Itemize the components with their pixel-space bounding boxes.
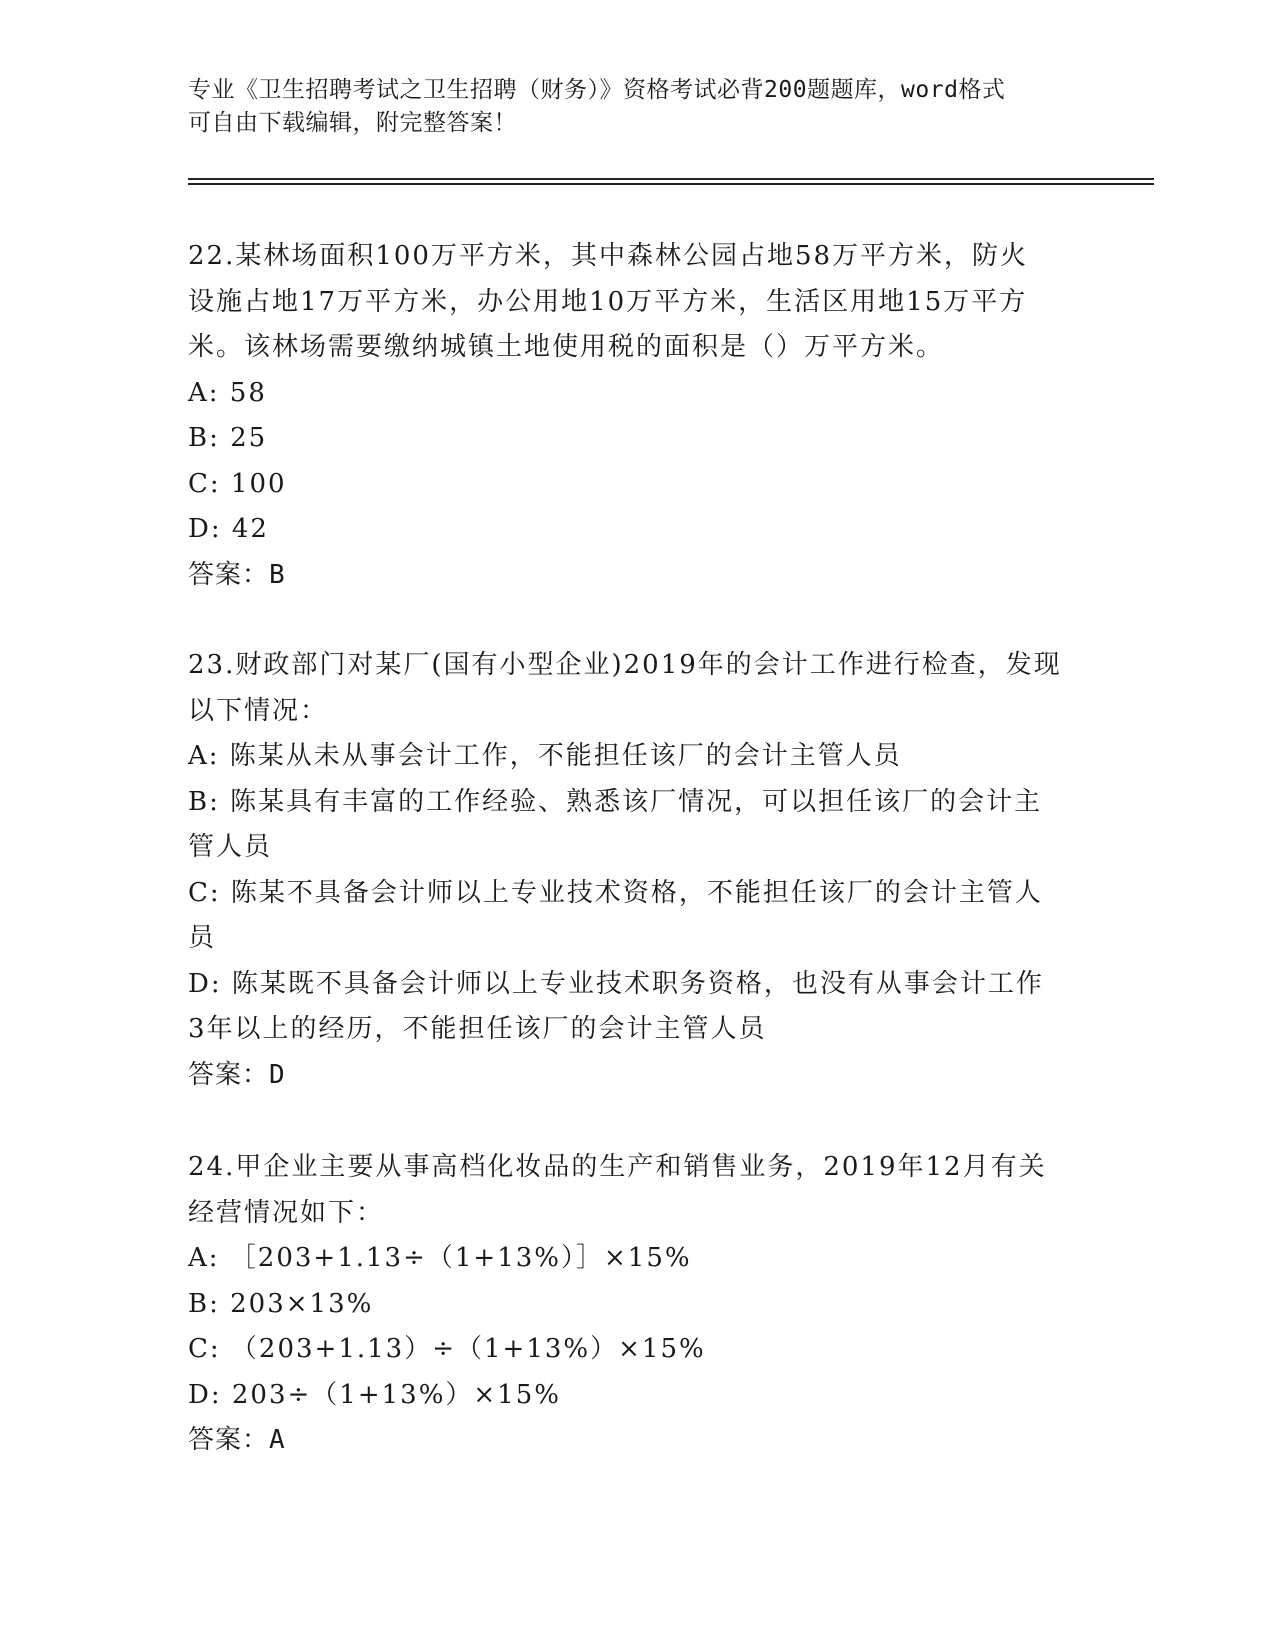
option-b: B: 陈某具有丰富的工作经验、熟悉该厂情况，可以担任该厂的会计主: [188, 786, 1043, 817]
question-stem-line: 设施占地17万平方米，办公用地10万平方米，生活区用地15万平方: [188, 286, 1028, 317]
option-c: C: （203+1.13）÷（1+13%）×15%: [188, 1334, 706, 1364]
answer-line: 答案：B: [188, 559, 286, 590]
option-c-continued: 员: [188, 923, 217, 953]
option-a: A: ［203+1.13÷（1+13%）］×15%: [188, 1243, 692, 1273]
option-c: C: 陈某不具备会计师以上专业技术资格，不能担任该厂的会计主管人: [188, 877, 1043, 908]
answer-line: 答案：A: [188, 1425, 286, 1455]
question-stem-line: 经营情况如下：: [188, 1197, 385, 1228]
question-24: [188, 1145, 1088, 1464]
question-23: [188, 643, 1088, 1098]
answer-line: 答案：D: [188, 1059, 286, 1090]
question-stem-line: 米。该林场需要缴纳城镇土地使用税的面积是（）万平方米。: [188, 332, 945, 362]
option-b: B: 25: [188, 423, 268, 453]
header-line-2: 可自由下载编辑，附完整答案！: [188, 110, 517, 136]
question-stem-line: 23.财政部门对某厂(国有小型企业)2019年的会计工作进行检查，发现: [188, 650, 1062, 680]
option-d: D: 42: [188, 514, 269, 544]
header-divider-top: [188, 178, 1154, 180]
option-b: B: 203×13%: [188, 1288, 374, 1319]
question-22: [188, 234, 1088, 598]
question-stem-line: 以下情况：: [188, 695, 329, 726]
header-divider-bottom: [188, 183, 1154, 185]
question-stem-line: 24.甲企业主要从事高档化妆品的生产和销售业务，2019年12月有关: [188, 1152, 1047, 1182]
question-stem-line: 22.某林场面积100万平方米，其中森林公园占地58万平方米，防火: [188, 241, 1029, 271]
option-d-continued: 3年以上的经历，不能担任该厂的会计主管人员: [188, 1014, 767, 1044]
option-b-continued: 管人员: [188, 832, 273, 862]
option-a: A: 陈某从未从事会计工作，不能担任该厂的会计主管人员: [188, 741, 902, 771]
option-a: A: 58: [188, 377, 267, 408]
option-d: D: 陈某既不具备会计师以上专业技术职务资格，也没有从事会计工作: [188, 968, 1044, 999]
header-line-1: 专业《卫生招聘考试之卫生招聘（财务）》资格考试必背200题题库，word格式: [188, 77, 1006, 103]
option-d: D: 203÷（1+13%）×15%: [188, 1379, 561, 1410]
option-c: C: 100: [188, 468, 287, 499]
document-header: [188, 74, 1068, 140]
